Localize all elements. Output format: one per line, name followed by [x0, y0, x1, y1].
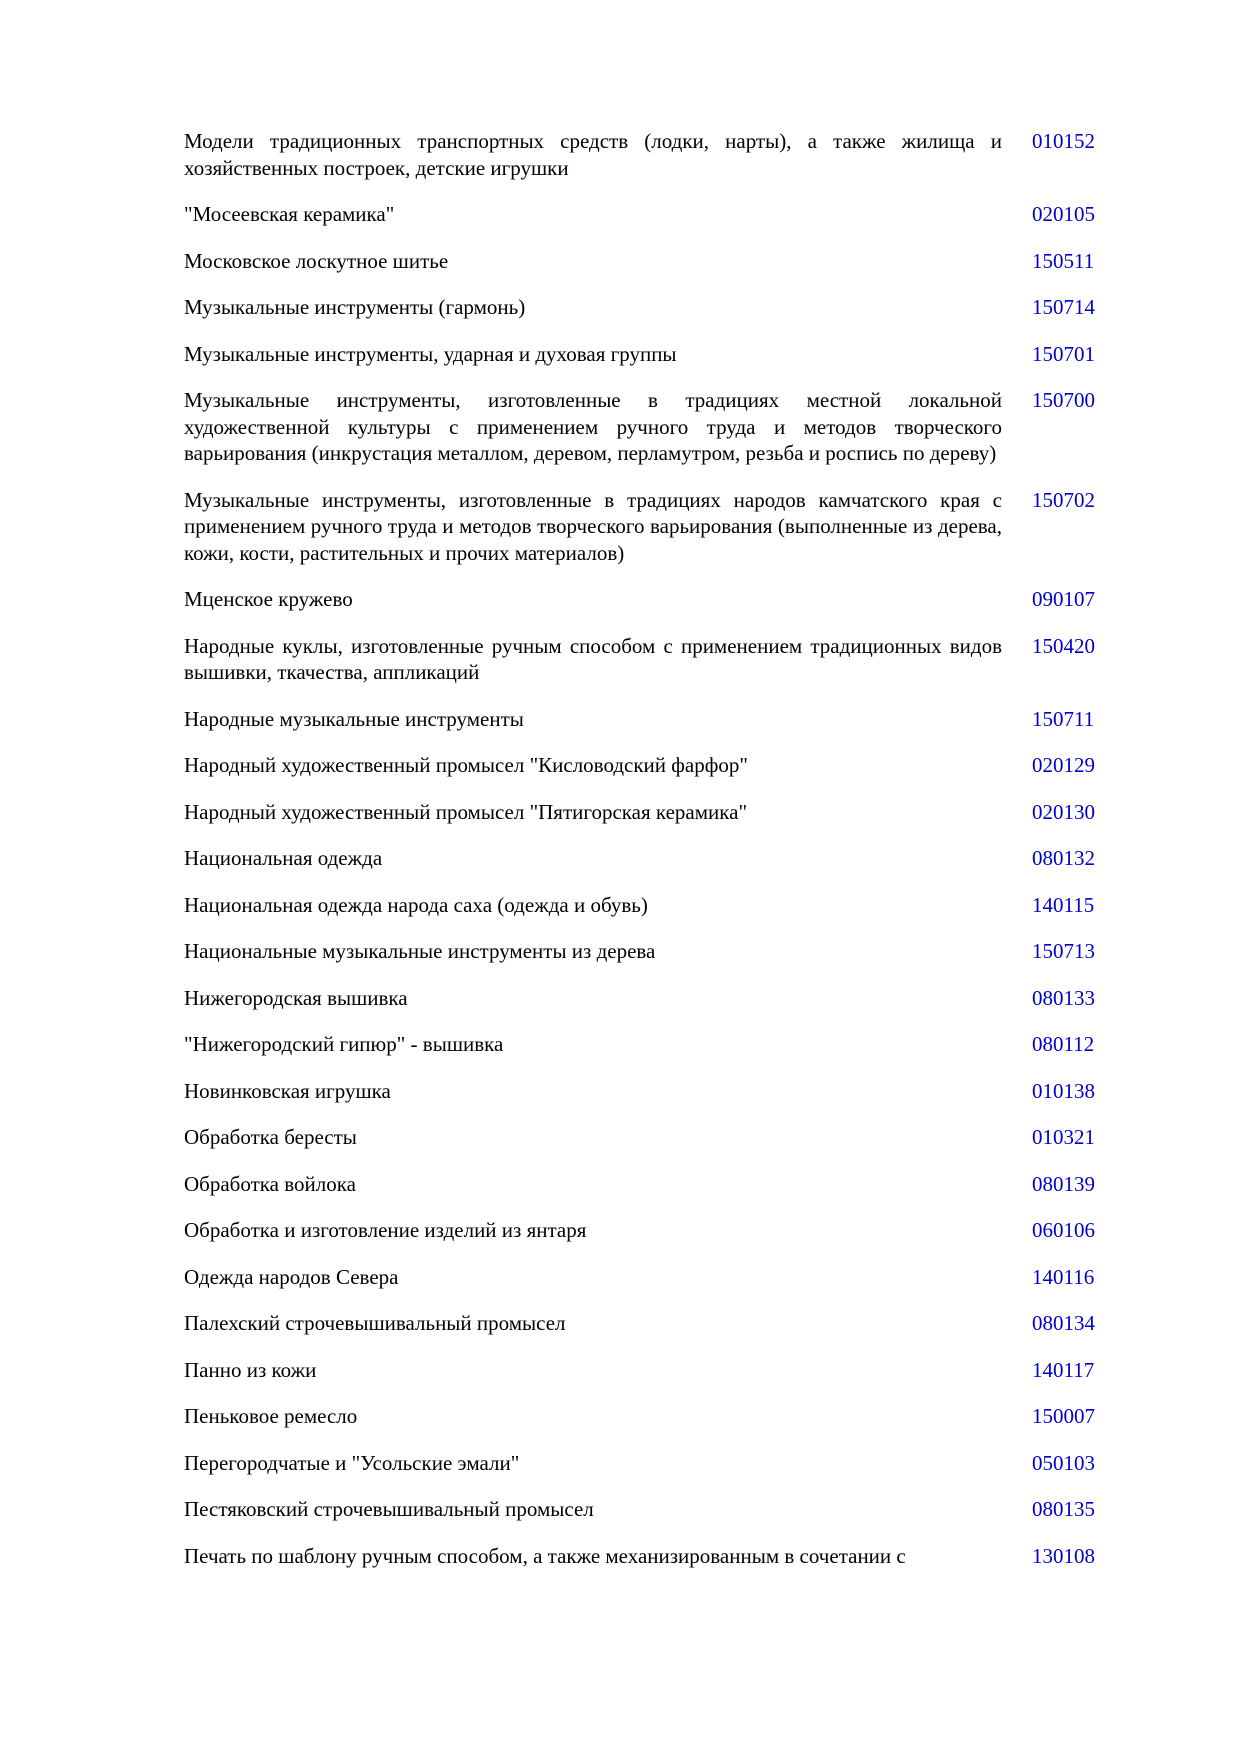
- entry-code-link[interactable]: 150711: [1032, 706, 1095, 731]
- entry-name: Панно из кожи: [184, 1357, 317, 1382]
- entry-code-link[interactable]: 150701: [1032, 341, 1095, 366]
- entry-code-link[interactable]: 130108: [1032, 1543, 1095, 1568]
- entry-name: Музыкальные инструменты (гармонь): [184, 295, 526, 319]
- entry-name: Мценское кружево: [184, 587, 353, 611]
- list-item: [184, 892, 1104, 919]
- list-item: [184, 201, 1104, 228]
- entry-name: Музыкальные инструменты, изготовленные в традициях местной локальной художественной культуры с применением ручного труда и методов творческого варьирования (инкрустация металлом, деревом, перламутром, резьба и роспись по дереву): [184, 388, 1002, 465]
- entry-name: Пестяковский строчевышивальный промысел: [184, 1497, 594, 1521]
- list-item: [184, 586, 1104, 613]
- entry-code-link[interactable]: 080132: [1032, 846, 1095, 870]
- list-item: [184, 1496, 1104, 1523]
- list-item: [184, 845, 1104, 872]
- list-item: [184, 1450, 1104, 1477]
- list-item: [184, 387, 1104, 467]
- entry-name: Народный художественный промысел "Пятигорская керамика": [184, 799, 748, 824]
- entry-code-link[interactable]: 150714: [1032, 295, 1095, 319]
- entry-code-link[interactable]: 150511: [1032, 248, 1095, 273]
- entry-code-link[interactable]: 010321: [1032, 1125, 1095, 1149]
- entry-code-link[interactable]: 150420: [1032, 633, 1095, 658]
- entry-name: Модели традиционных транспортных средств (лодки, нарты), а также жилища и хозяйственных построек, детские игрушки: [184, 129, 1002, 180]
- list-item: [184, 985, 1104, 1012]
- entry-code-link[interactable]: 080133: [1032, 985, 1095, 1010]
- entry-code-link[interactable]: 080135: [1032, 1497, 1095, 1521]
- entry-name: Нижегородская вышивка: [184, 985, 408, 1010]
- entry-name: Московское лоскутное шитье: [184, 248, 449, 273]
- list-item: [184, 633, 1104, 686]
- list-item: [184, 1031, 1104, 1058]
- list-item: [184, 1171, 1104, 1198]
- entry-code-link[interactable]: 060106: [1032, 1218, 1095, 1242]
- entry-name: Печать по шаблону ручным способом, а также механизированным в сочетании с: [184, 1543, 906, 1568]
- entry-code-link[interactable]: 020129: [1032, 753, 1095, 777]
- list-item: [184, 1078, 1104, 1105]
- list-item: [184, 1124, 1104, 1151]
- list-item: [184, 1357, 1104, 1384]
- entry-code-link[interactable]: 020105: [1032, 202, 1095, 226]
- entry-name: Народные куклы, изготовленные ручным способом с применением традиционных видов вышивки, ткачества, аппликаций: [184, 633, 1002, 684]
- entry-code-link[interactable]: 150702: [1032, 487, 1095, 512]
- entry-name: Музыкальные инструменты, изготовленные в традициях народов камчатского края с применением ручного труда и методов творческого варьирования (выполненные из дерева, кожи, кости, растительных и прочих материалов): [184, 487, 1002, 565]
- list-item: [184, 248, 1104, 275]
- list-item: [184, 799, 1104, 826]
- entry-code-link[interactable]: 010152: [1032, 129, 1095, 153]
- list-item: [184, 1217, 1104, 1244]
- list-item: [184, 706, 1104, 733]
- list-item: [184, 938, 1104, 965]
- entry-name: Одежда народов Севера: [184, 1264, 399, 1289]
- entry-name: Перегородчатые и "Усольские эмали": [184, 1450, 520, 1475]
- list-item: [184, 1403, 1104, 1430]
- entry-code-link[interactable]: 080112: [1032, 1032, 1095, 1056]
- entry-name: Народный художественный промысел "Кисловодский фарфор": [184, 753, 748, 777]
- entry-code-link[interactable]: 140117: [1032, 1357, 1095, 1382]
- entry-code-link[interactable]: 140116: [1032, 1264, 1095, 1289]
- entry-code-link[interactable]: 150007: [1032, 1404, 1095, 1428]
- entry-name: Национальная одежда народа саха (одежда и обувь): [184, 892, 648, 917]
- entry-code-link[interactable]: 010138: [1032, 1078, 1095, 1103]
- entry-name: Народные музыкальные инструменты: [184, 706, 524, 731]
- list-item: [184, 341, 1104, 368]
- entry-name: Обработка бересты: [184, 1125, 357, 1149]
- entry-name: Новинковская игрушка: [184, 1078, 391, 1103]
- entry-code-link[interactable]: 150700: [1032, 388, 1095, 412]
- entry-code-link[interactable]: 080134: [1032, 1311, 1095, 1335]
- list-item: [184, 1543, 1104, 1570]
- crafts-list: [184, 128, 1104, 1589]
- list-item: [184, 128, 1104, 181]
- list-item: [184, 1264, 1104, 1291]
- entry-name: Музыкальные инструменты, ударная и духовая группы: [184, 341, 677, 366]
- list-item: [184, 1310, 1104, 1337]
- entry-name: Пеньковое ремесло: [184, 1404, 358, 1428]
- list-item: [184, 752, 1104, 779]
- list-item: [184, 487, 1104, 567]
- entry-name: "Мосеевская керамика": [184, 202, 395, 226]
- entry-name: "Нижегородский гипюр" - вышивка: [184, 1032, 504, 1056]
- list-item: [184, 294, 1104, 321]
- entry-name: Национальная одежда: [184, 846, 383, 870]
- entry-code-link[interactable]: 020130: [1032, 799, 1095, 824]
- entry-code-link[interactable]: 050103: [1032, 1450, 1095, 1475]
- entry-name: Обработка войлока: [184, 1171, 356, 1196]
- entry-name: Палехский строчевышивальный промысел: [184, 1311, 566, 1335]
- entry-code-link[interactable]: 140115: [1032, 892, 1095, 917]
- entry-code-link[interactable]: 090107: [1032, 587, 1095, 611]
- entry-code-link[interactable]: 080139: [1032, 1171, 1095, 1196]
- entry-name: Национальные музыкальные инструменты из дерева: [184, 939, 656, 963]
- entry-name: Обработка и изготовление изделий из янтаря: [184, 1218, 587, 1242]
- entry-code-link[interactable]: 150713: [1032, 939, 1095, 963]
